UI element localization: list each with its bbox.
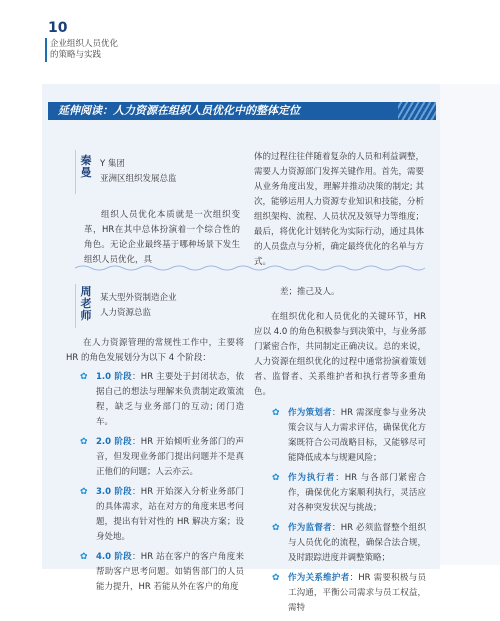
person2-given-name-1: 老 <box>80 297 92 310</box>
role-list <box>272 406 426 616</box>
paragraph-2: 体的过程往往伴随着复杂的人员和利益调整，需要人力资源部门发挥关键作用。首先，需要从业务角度出发，理解并推动决策的制定; 其次，能够运用人力资源专业知识和技能，分析组织架构、流程、人员状况及领导力等维度；最后，将优化计划转化为实际行动，通过具体的人员盘点与分析，确定最终优化的名单与方式。 <box>254 152 425 267</box>
role-text: ：HR 需深度参与业务决策会议与人力需求评估，确保优化方案既符合公司战略目标，又能够尽可能降低成本与规避风险； <box>288 408 426 463</box>
stage-label: 2.0 阶段 <box>96 437 132 447</box>
person1-meta <box>100 157 177 187</box>
paragraph-3: 在人力资源管理的常规性工作中，主要将 HR 的角色发展划分为以下 4 个阶段： <box>66 338 244 363</box>
bullet-icon: ✿ <box>80 372 88 382</box>
page-margin-strip <box>440 84 500 565</box>
role-label: 作为关系维护者 <box>288 573 350 583</box>
page-number: 10 <box>48 20 68 36</box>
role-text: ：HR 必须监督整个组织与人员优化的流程，确保合法合规，及时跟踪进度并调整策略； <box>288 523 426 563</box>
section-title-line1: 企业组织人员优化 <box>50 39 119 49</box>
paragraph-4-continued: 差；推己及人。 <box>280 287 340 297</box>
paragraph-5: 在组织优化和人员优化的关键环节，HR 应以 4.0 的角色积极参与到决策中，与业务部门紧密合作，共同制定正确决议。总的来说，人力资源在组织优化的过程中通常扮演着策划者、监督者、关系维护者和执行者等多重角色。 <box>254 312 426 397</box>
person1-given-name: 曼 <box>80 166 92 179</box>
header-accent-line <box>45 38 47 62</box>
stage-text: ：HR 开始倾听业务部门的声音，但发现业务部门提出问题并不是真正他们的问题；人云亦云。 <box>96 437 244 477</box>
bullet-icon: ✿ <box>272 573 280 583</box>
stage-label: 1.0 阶段 <box>96 372 132 382</box>
person1-surname: 秦 <box>80 154 92 167</box>
person2-company: 某大型外资制造企业 <box>100 293 177 303</box>
card-title: 延伸阅读：人力资源在组织人员优化中的整体定位 <box>58 104 300 117</box>
person2-name-badge <box>76 286 96 322</box>
person1-role: 亚洲区组织发展总监 <box>100 174 177 184</box>
role-item <box>272 471 426 516</box>
stage-item <box>80 435 244 480</box>
stage-text: ：HR 站在客户的客户角度来帮助客户思考问题。如销售部门的人员能力提升，HR 若能从外在客户的角度 <box>96 552 244 592</box>
stage-text: ：HR 主要处于封闭状态，依据自己的想法与理解来负责制定政策流程，缺乏与业务部门的互动; 闭门造车。 <box>96 372 244 427</box>
bullet-icon: ✿ <box>80 552 88 562</box>
left-column-bottom <box>66 336 244 600</box>
stage-label: 3.0 阶段 <box>96 487 132 497</box>
page-header <box>0 0 500 70</box>
bullet-icon: ✿ <box>272 408 280 418</box>
bullet-icon: ✿ <box>80 437 88 447</box>
person2-surname: 周 <box>80 285 92 298</box>
stage-item <box>80 370 244 430</box>
role-item <box>272 571 426 616</box>
stage-label: 4.0 阶段 <box>96 552 132 562</box>
role-item <box>272 406 426 466</box>
bullet-icon: ✿ <box>272 523 280 533</box>
stage-list <box>80 370 244 595</box>
wave-divider <box>75 264 425 272</box>
paragraph-1: 组织人员优化本质就是一次组织变革，HR在其中总体扮演着一个综合性的角色。无论企业最终基于哪种场景下发生组织人员优化，具 <box>84 210 240 265</box>
person1-company: Y 集团 <box>100 159 125 169</box>
person2-role: 人力资源总监 <box>100 308 152 318</box>
stage-text: ：HR 开始深入分析业务部门的具体需求，站在对方的角度来思考问题，提出有针对性的 HR 解决方案；设身处地。 <box>96 487 244 542</box>
role-item <box>272 521 426 566</box>
person2-given-name-2: 师 <box>80 309 92 322</box>
bullet-icon: ✿ <box>80 487 88 497</box>
role-label: 作为执行者 <box>288 473 336 483</box>
stage-item <box>80 550 244 595</box>
role-text: ：HR 需要积极与员工沟通，平衡公司需求与员工权益，需特 <box>288 573 426 613</box>
role-label: 作为监督者 <box>288 523 332 533</box>
role-label: 作为策划者 <box>288 408 332 418</box>
person1-name-badge <box>76 155 96 179</box>
section-title <box>50 39 118 61</box>
right-column-top <box>254 150 424 272</box>
bullet-icon: ✿ <box>272 473 280 483</box>
section-title-line2: 的策略与实践 <box>50 50 102 60</box>
stage-item <box>80 485 244 545</box>
person2-meta <box>100 291 177 321</box>
right-column-bottom <box>254 285 426 621</box>
role-text: ：HR 与各部门紧密合作，确保优化方案顺利执行，灵活应对各种突发状况与挑战； <box>288 473 426 513</box>
left-column-top <box>84 208 240 270</box>
title-bar-stripes <box>398 102 436 120</box>
